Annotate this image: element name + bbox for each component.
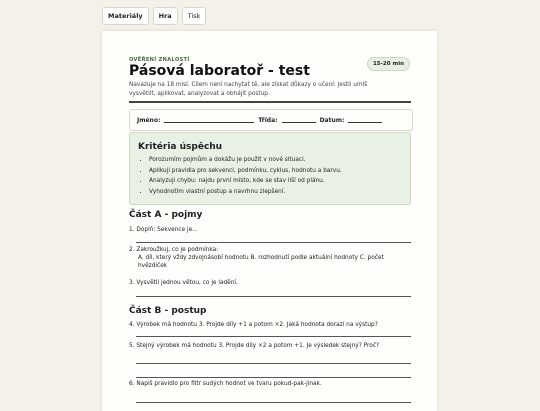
title-divider bbox=[129, 101, 411, 103]
criteria-title: Kritéria úspěchu bbox=[138, 142, 223, 152]
top-tabs bbox=[102, 7, 206, 25]
worksheet bbox=[102, 31, 437, 411]
answer-line-5a[interactable] bbox=[136, 363, 411, 364]
date-label: Datum: bbox=[319, 116, 345, 124]
tab-hra[interactable]: Hra bbox=[153, 7, 178, 25]
question-2 bbox=[129, 246, 399, 270]
class-label: Třída: bbox=[258, 116, 278, 124]
student-id-box bbox=[129, 109, 413, 131]
tab-tisk[interactable]: Tisk bbox=[182, 7, 207, 25]
intro-text: Navazuje na 18 misí. Cílem není nachytat tě, ale získat důkazy o učení: jestli umíš vysvětlit, aplikovat, analyzovat a obhájit postup. bbox=[129, 82, 368, 97]
answer-line-6[interactable] bbox=[136, 402, 411, 403]
success-criteria-box bbox=[129, 132, 411, 205]
criteria-item: • Analyzuji chybu: najdu první místo, kde se stav liší od plánu. bbox=[149, 176, 402, 187]
page-title: Pásová laboratoř - test bbox=[129, 63, 310, 79]
part-b-heading: Část B - postup bbox=[129, 306, 207, 316]
answer-line-1[interactable] bbox=[136, 242, 411, 243]
question-5: 5. Stejný výrobek má hodnotu 3. Projde díly ×2 a potom +1. Je výsledek stejný? Proč? bbox=[129, 343, 380, 349]
date-field[interactable] bbox=[348, 117, 382, 123]
question-6: 6. Napiš pravidlo pro filtr sudých hodnot ve tvaru pokud-pak-jinak. bbox=[129, 381, 322, 387]
name-field[interactable] bbox=[164, 117, 254, 123]
criteria-item: • Aplikuji pravidla pro sekvenci, podmínku, cyklus, hodnotu a barvu. bbox=[149, 166, 402, 177]
question-3: 3. Vysvětli jednou větou, co je ladění. bbox=[129, 280, 238, 286]
criteria-item: • Vyhodnotím vlastní postup a navrhnu zlepšení. bbox=[149, 187, 402, 198]
question-2-text: 2. Zakroužkuj, co je podmínka: bbox=[129, 247, 219, 253]
part-a-heading: Část A - pojmy bbox=[129, 210, 203, 220]
class-field[interactable] bbox=[282, 117, 316, 123]
criteria-list bbox=[138, 155, 402, 197]
tab-materialy[interactable]: Materiály bbox=[102, 7, 149, 25]
answer-line-3[interactable] bbox=[136, 296, 411, 297]
criteria-item: • Porozumím pojmům a dokážu je použít v nové situaci. bbox=[149, 155, 402, 166]
eyebrow-label: OVĚŘENÍ ZNALOSTÍ bbox=[129, 57, 190, 63]
question-2-options: A. díl, který vždy zdvojnásobí hodnotu B. rozhodnutí podle aktuální hodnoty C. počet hvězdiček bbox=[138, 255, 384, 269]
answer-line-5b[interactable] bbox=[136, 377, 411, 378]
question-4: 4. Výrobek má hodnotu 3. Projde díly +1 a potom ×2. Jaká hodnota dorazí na výstup? bbox=[129, 322, 378, 328]
answer-line-4[interactable] bbox=[136, 336, 411, 337]
question-1: 1. Doplň: Sekvence je... bbox=[129, 227, 198, 233]
name-label: Jméno: bbox=[137, 116, 161, 124]
duration-badge: 15-20 min bbox=[367, 57, 410, 71]
